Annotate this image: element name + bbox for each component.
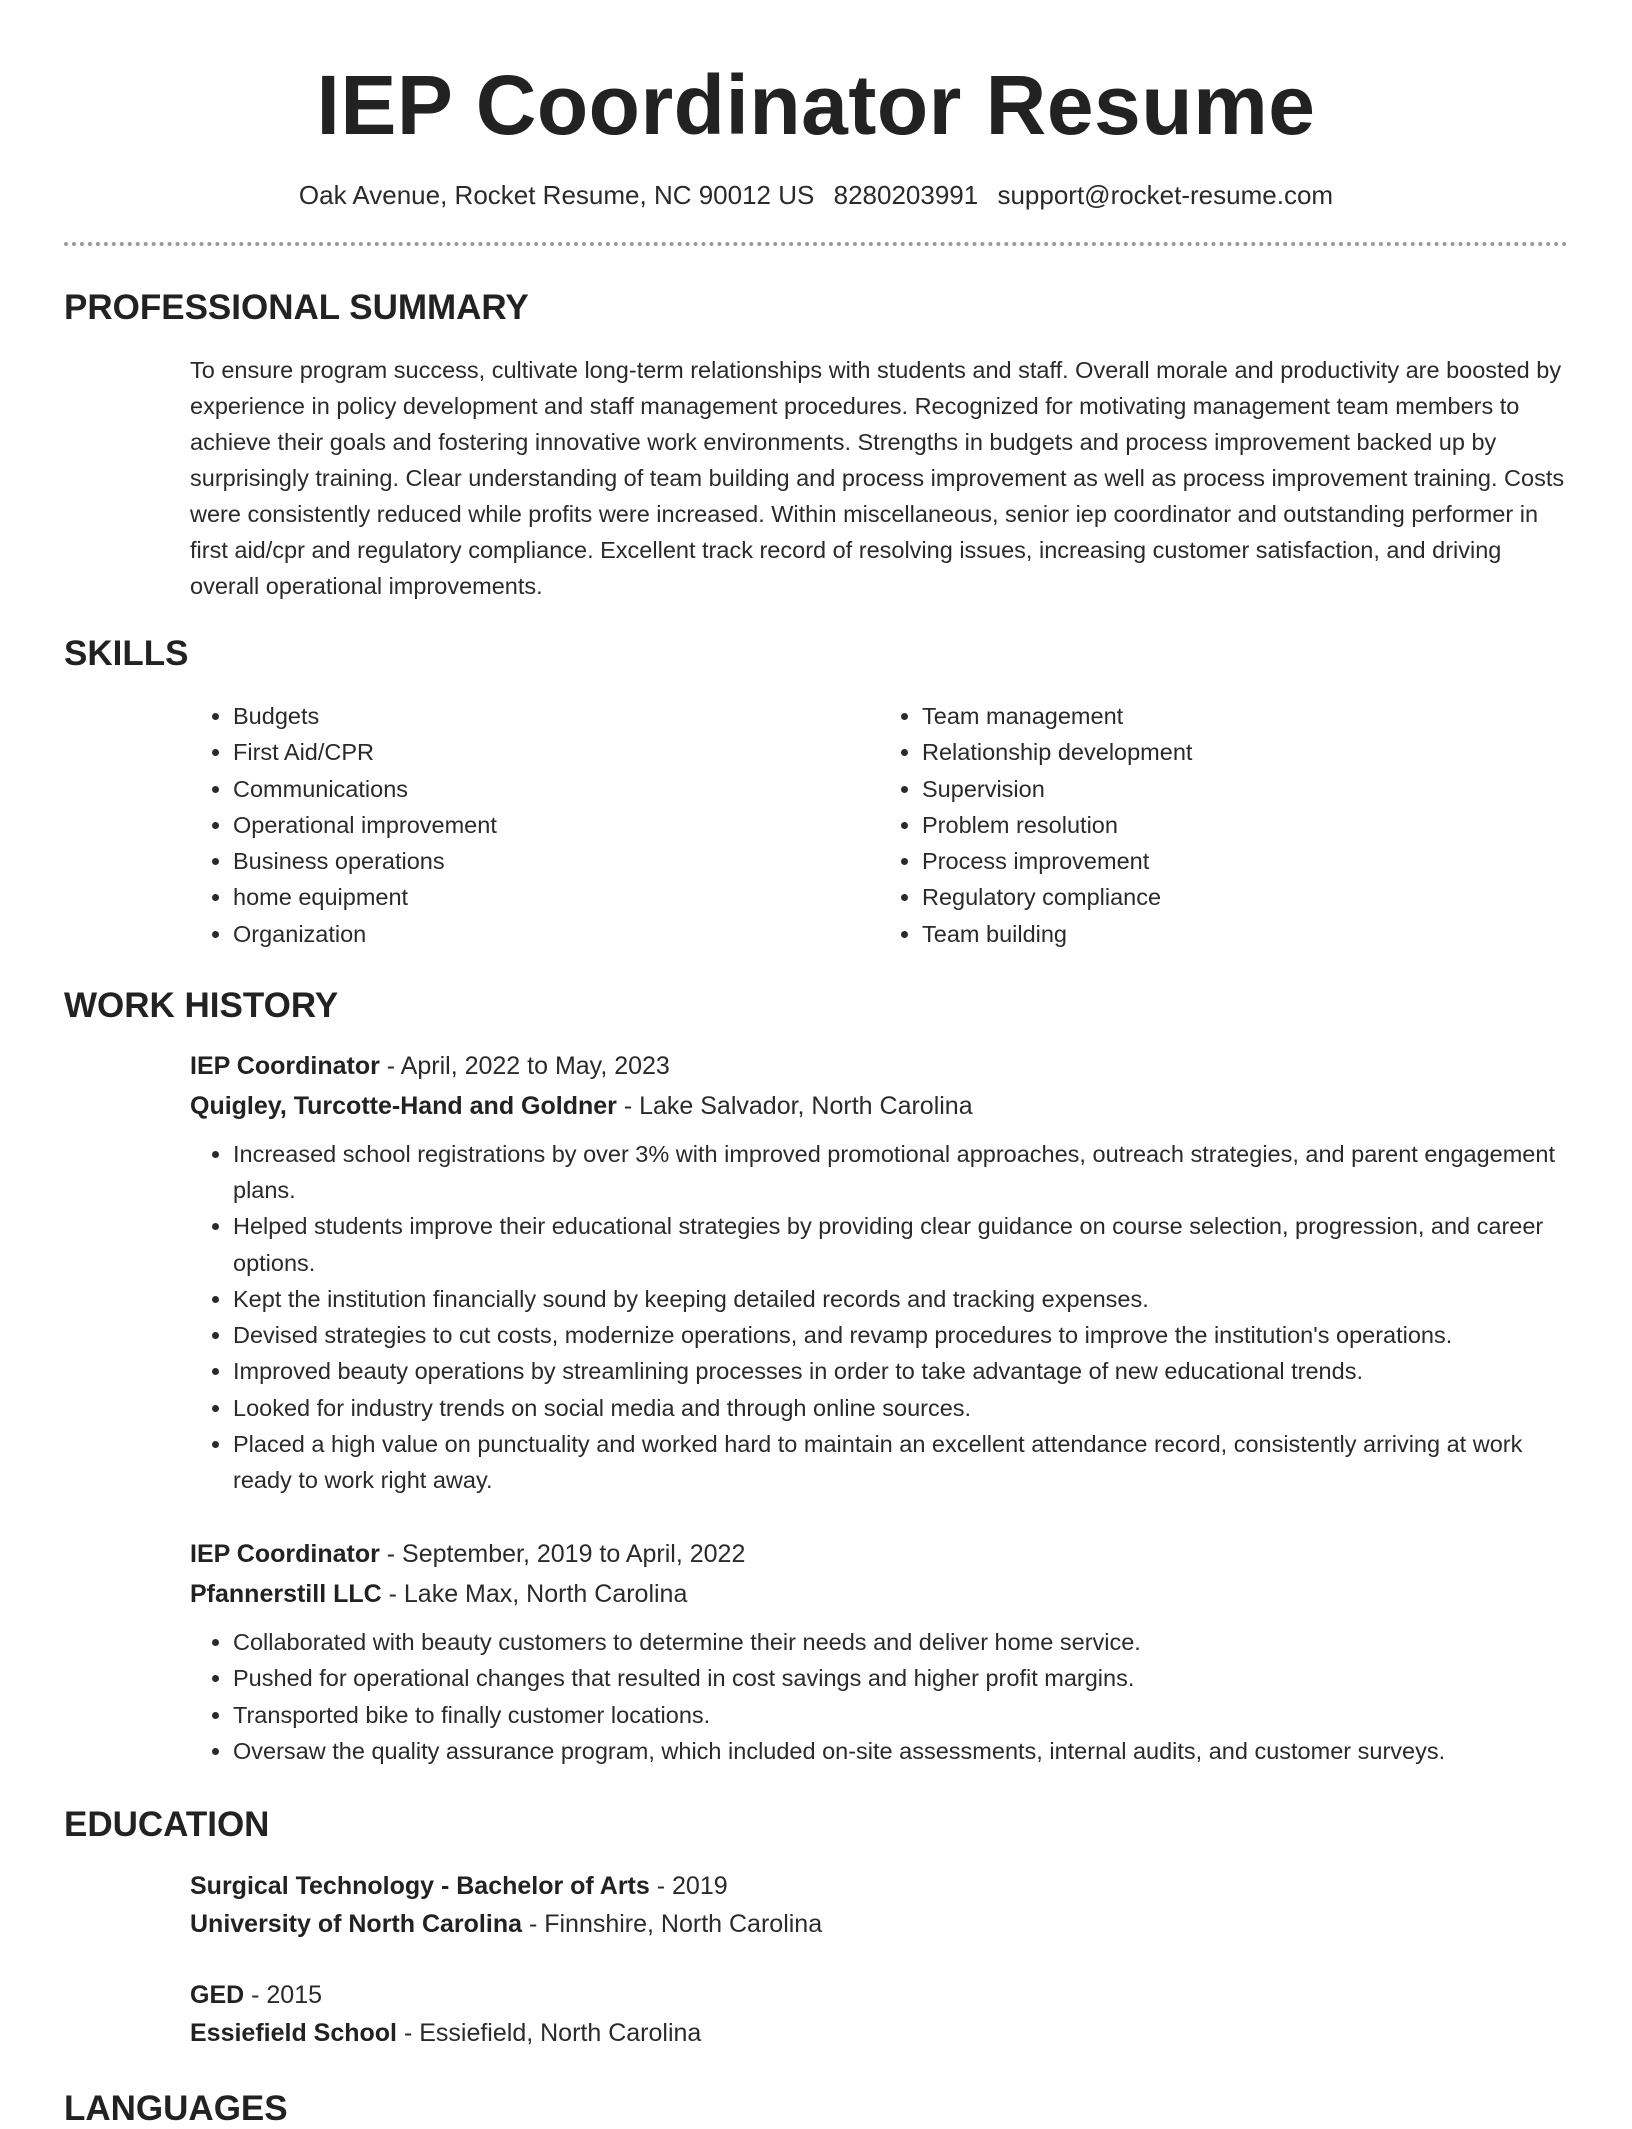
- skill-item: • Team building: [922, 916, 1568, 952]
- skill-item: • Relationship development: [922, 734, 1568, 770]
- job-bullet: • Oversaw the quality assurance program, which included on-site assessments, internal audits, and customer surveys.: [233, 1733, 1573, 1769]
- skill-item: • Team management: [922, 698, 1568, 734]
- job-dates: - April, 2022 to May, 2023: [379, 1052, 670, 1081]
- education-entry: [190, 1867, 1568, 1944]
- skill-item: • Problem resolution: [922, 807, 1568, 843]
- skill-item: • Organization: [233, 916, 879, 952]
- contact-email: support@rocket-resume.com: [997, 180, 1334, 210]
- contact-line: [64, 178, 1568, 212]
- job-bullet: • Helped students improve their educational strategies by providing clear guidance on course selection, progression, and career options.: [233, 1208, 1573, 1280]
- school: Essiefield School: [190, 2019, 398, 2048]
- job-location: - Lake Salvador, North Carolina: [616, 1092, 973, 1121]
- summary-heading: PROFESSIONAL SUMMARY: [64, 288, 529, 327]
- summary-text: To ensure program success, cultivate long-term relationships with students and staff. Overall morale and productivity are boosted by experience in policy development and staff management procedures. Recognized for motivating management team members to achieve their goals and fostering innovative work environments. Strengths in budgets and process improvement backed up by surprisingly training. Clear understanding of team building and process improvement as well as process improvement training. Costs were consistently reduced while profits were increased. Within miscellaneous, senior iep coordinator and outstanding performer in first aid/cpr and regulatory compliance. Excellent track record of resolving issues, increasing customer satisfaction, and driving overall operational improvements.: [190, 357, 1565, 599]
- job-bullets: [190, 1136, 1573, 1498]
- skill-item: • First Aid/CPR: [233, 734, 879, 770]
- job-bullet: • Looked for industry trends on social media and through online sources.: [233, 1390, 1573, 1426]
- work-history-section: [64, 986, 1568, 1769]
- skills-list: [190, 698, 1568, 952]
- job-company: Pfannerstill LLC: [190, 1580, 382, 1609]
- skill-item: • Operational improvement: [233, 807, 879, 843]
- skills-column-left: [190, 698, 879, 952]
- education-entry: [190, 1976, 1568, 2053]
- resume-title: IEP Coordinator Resume: [316, 58, 1316, 152]
- job-bullet: • Pushed for operational changes that resulted in cost savings and higher profit margins.: [233, 1660, 1573, 1696]
- languages-section: [64, 2089, 1568, 2129]
- job-title: IEP Coordinator: [190, 1540, 380, 1569]
- job-title-line: [190, 1534, 1568, 1574]
- degree-line: [190, 1976, 1568, 2015]
- school-line: [190, 2014, 1568, 2053]
- header-divider: [64, 242, 1568, 246]
- resume-page: [64, 0, 1568, 2129]
- skill-item: • Supervision: [922, 771, 1568, 807]
- contact-address: Oak Avenue, Rocket Resume, NC 90012 US: [298, 180, 815, 210]
- degree-year: - 2019: [649, 1871, 728, 1900]
- job-location: - Lake Max, North Carolina: [381, 1580, 688, 1609]
- skill-item: • home equipment: [233, 879, 879, 915]
- education-section: [64, 1805, 1568, 2053]
- skill-item: • Communications: [233, 771, 879, 807]
- job-company-line: [190, 1574, 1568, 1614]
- job-dates: - September, 2019 to April, 2022: [379, 1540, 746, 1569]
- work-history-heading: WORK HISTORY: [64, 986, 339, 1026]
- skill-item: • Budgets: [233, 698, 879, 734]
- job-bullet: • Improved beauty operations by streamlining processes in order to take advantage of new educational trends.: [233, 1353, 1573, 1389]
- job-title-line: [190, 1046, 1568, 1086]
- job-title: IEP Coordinator: [190, 1052, 380, 1081]
- school-location: - Finnshire, North Carolina: [522, 1910, 823, 1939]
- summary-section: [64, 288, 1568, 604]
- job-bullet: • Kept the institution financially sound by keeping detailed records and tracking expenses.: [233, 1281, 1573, 1317]
- job-entry: [190, 1046, 1568, 1498]
- skills-heading: SKILLS: [64, 634, 189, 673]
- job-bullets: [190, 1624, 1573, 1769]
- degree-line: [190, 1867, 1568, 1906]
- school: University of North Carolina: [190, 1910, 522, 1939]
- degree: GED: [190, 1980, 245, 2009]
- contact-phone: 8280203991: [833, 180, 979, 210]
- skills-section: [64, 634, 1568, 952]
- job-company: Quigley, Turcotte-Hand and Goldner: [190, 1092, 617, 1121]
- job-bullet: • Collaborated with beauty customers to determine their needs and deliver home service.: [233, 1624, 1573, 1660]
- degree-year: - 2015: [244, 1980, 323, 2009]
- school-line: [190, 1905, 1568, 1944]
- education-heading: EDUCATION: [64, 1804, 270, 1844]
- languages-heading: LANGUAGES: [64, 2088, 288, 2128]
- job-bullet: • Devised strategies to cut costs, modernize operations, and revamp procedures to improve the institution's operations.: [233, 1317, 1573, 1353]
- job-bullet: • Transported bike to finally customer locations.: [233, 1697, 1573, 1733]
- skill-item: • Process improvement: [922, 843, 1568, 879]
- job-bullet: • Placed a high value on punctuality and worked hard to maintain an excellent attendance record, consistently arriving at work ready to work right away.: [233, 1426, 1573, 1498]
- skill-item: • Regulatory compliance: [922, 879, 1568, 915]
- skill-item: • Business operations: [233, 843, 879, 879]
- job-bullet: • Increased school registrations by over 3% with improved promotional approaches, outreach strategies, and parent engagement plans.: [233, 1136, 1573, 1208]
- skills-column-right: [879, 698, 1568, 952]
- job-entry: [190, 1534, 1568, 1769]
- school-location: - Essiefield, North Carolina: [397, 2019, 702, 2048]
- degree: Surgical Technology - Bachelor of Arts: [190, 1871, 650, 1900]
- job-company-line: [190, 1086, 1568, 1126]
